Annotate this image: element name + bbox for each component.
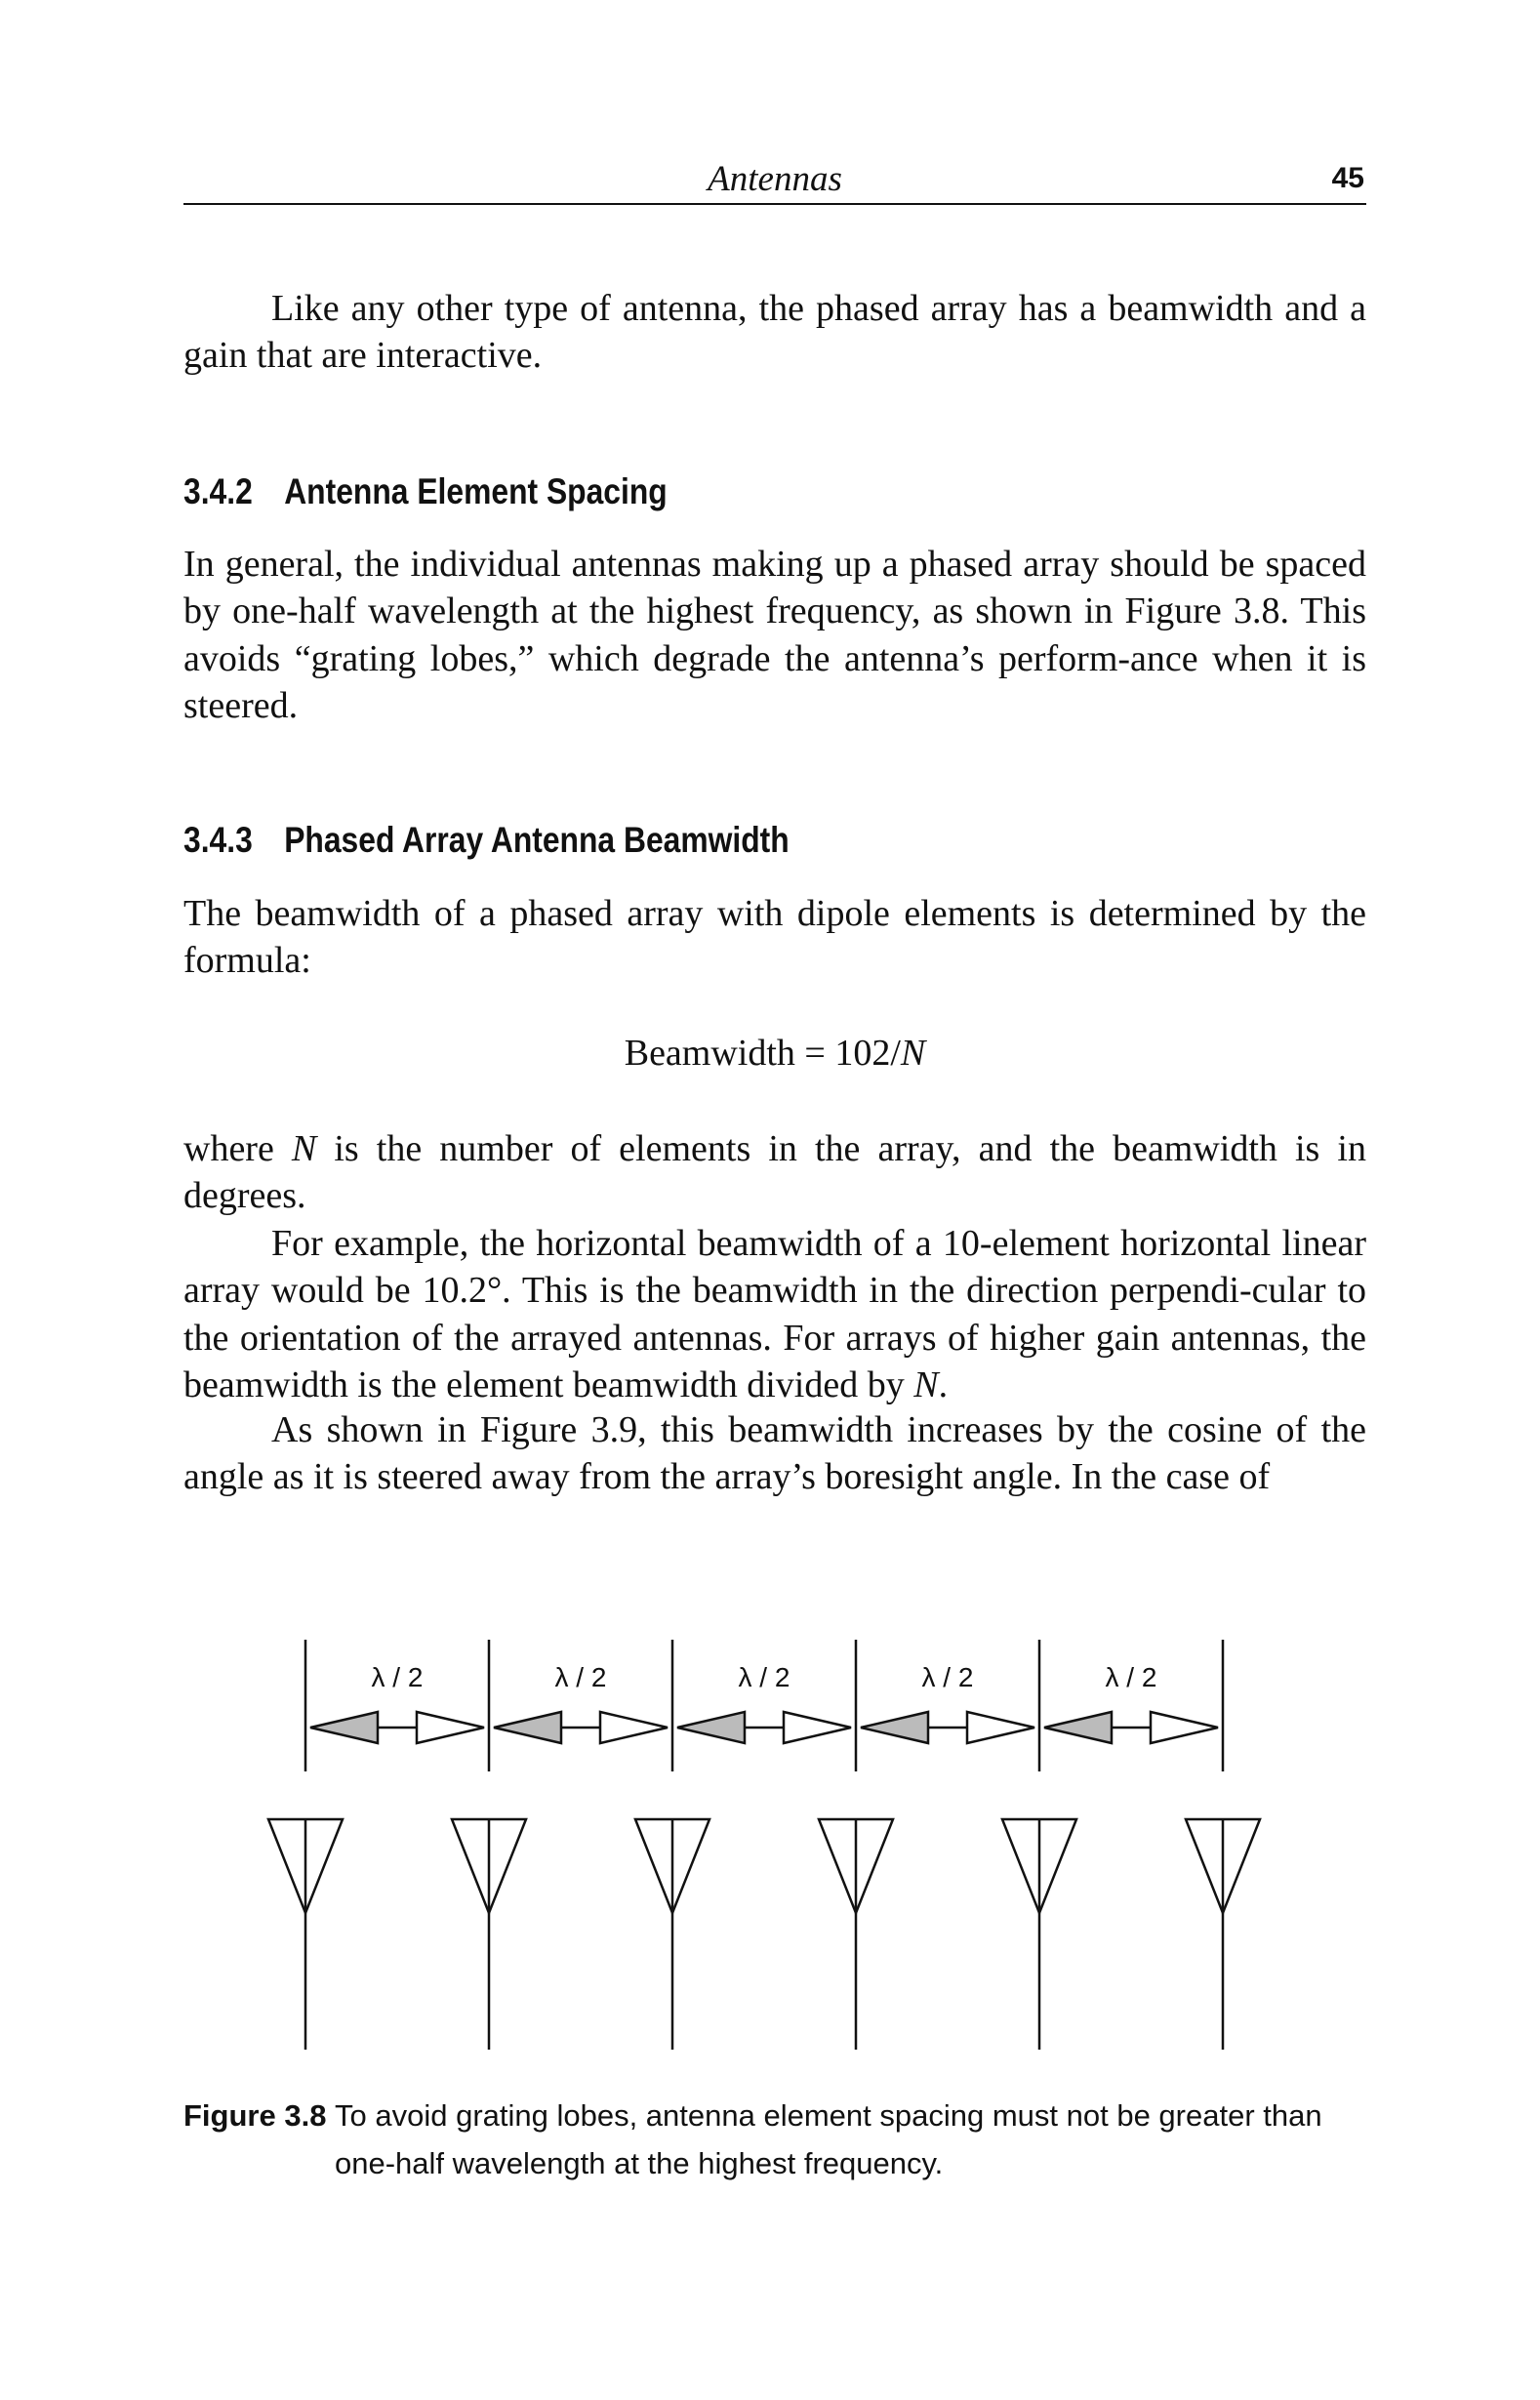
beamwidth-intro-paragraph: The beamwidth of a phased array with dipole elements is determined by the formula: [183, 893, 1366, 982]
right-arrowhead [784, 1712, 851, 1743]
running-head [183, 154, 1366, 205]
beamwidth-equation [183, 1032, 1366, 1075]
intro-paragraph: Like any other type of antenna, the phased array has a beamwidth and a gain that are interactive. [183, 288, 1366, 377]
element-spacing-paragraph: In general, the individual antennas making up a phased array should be spaced by one-half wavelength at the highest frequency, as shown in Figure 3.8. This avoids “grating lobes,” which degrade the antenna’s perform-ance when it is steered. [183, 544, 1366, 726]
running-head-title: Antennas [708, 159, 842, 199]
section-title: Phased Array Antenna Beamwidth [284, 820, 790, 860]
half-wavelength-label: λ / 2 [371, 1662, 424, 1692]
half-wavelength-label: λ / 2 [738, 1662, 790, 1692]
section-title: Antenna Element Spacing [284, 471, 668, 511]
left-arrowhead [310, 1712, 378, 1743]
left-arrowhead [861, 1712, 928, 1743]
variable-definition-paragraph: where N is the number of elements in the array, and the beamwidth is in degrees. [183, 1128, 1366, 1217]
antenna-array-diagram [0, 1630, 1540, 2089]
right-arrowhead [967, 1712, 1034, 1743]
right-arrowhead [417, 1712, 484, 1743]
left-arrowhead [494, 1712, 561, 1743]
right-arrowhead [1151, 1712, 1218, 1743]
left-arrowhead [677, 1712, 745, 1743]
equation-lhs: Beamwidth [624, 1033, 795, 1074]
figure-3-8 [0, 1630, 1540, 2089]
page-number: 45 [1331, 162, 1364, 194]
section-heading-3-4-2 [183, 471, 668, 512]
half-wavelength-label: λ / 2 [554, 1662, 607, 1692]
section-heading-3-4-3 [183, 820, 790, 861]
right-arrowhead [600, 1712, 668, 1743]
equation-operator: = [804, 1033, 826, 1074]
steering-paragraph: As shown in Figure 3.9, this beamwidth increases by the cosine of the angle as it is steered away from the array’s boresight angle. In the case of [183, 1409, 1366, 1498]
example-paragraph: For example, the horizontal beamwidth of a 10-element horizontal linear array would be 10.2°. This is the beamwidth in the direction perpendi-cular to the orientation of the arrayed antennas. For arrays of higher gain antennas, the beamwidth is the element beamwidth divided by N. [183, 1223, 1366, 1405]
section-number: 3.4.2 [183, 471, 253, 511]
half-wavelength-label: λ / 2 [1105, 1662, 1157, 1692]
caption-text: To avoid grating lobes, antenna element spacing must not be greater than one-half wavelength at the highest frequency. [335, 2098, 1322, 2180]
equation-rhs: 102/ [834, 1033, 901, 1074]
equation-variable: N [900, 1033, 926, 1074]
left-arrowhead [1044, 1712, 1112, 1743]
section-number: 3.4.3 [183, 820, 253, 860]
half-wavelength-label: λ / 2 [921, 1662, 974, 1692]
caption-label: Figure 3.8 [183, 2098, 327, 2133]
